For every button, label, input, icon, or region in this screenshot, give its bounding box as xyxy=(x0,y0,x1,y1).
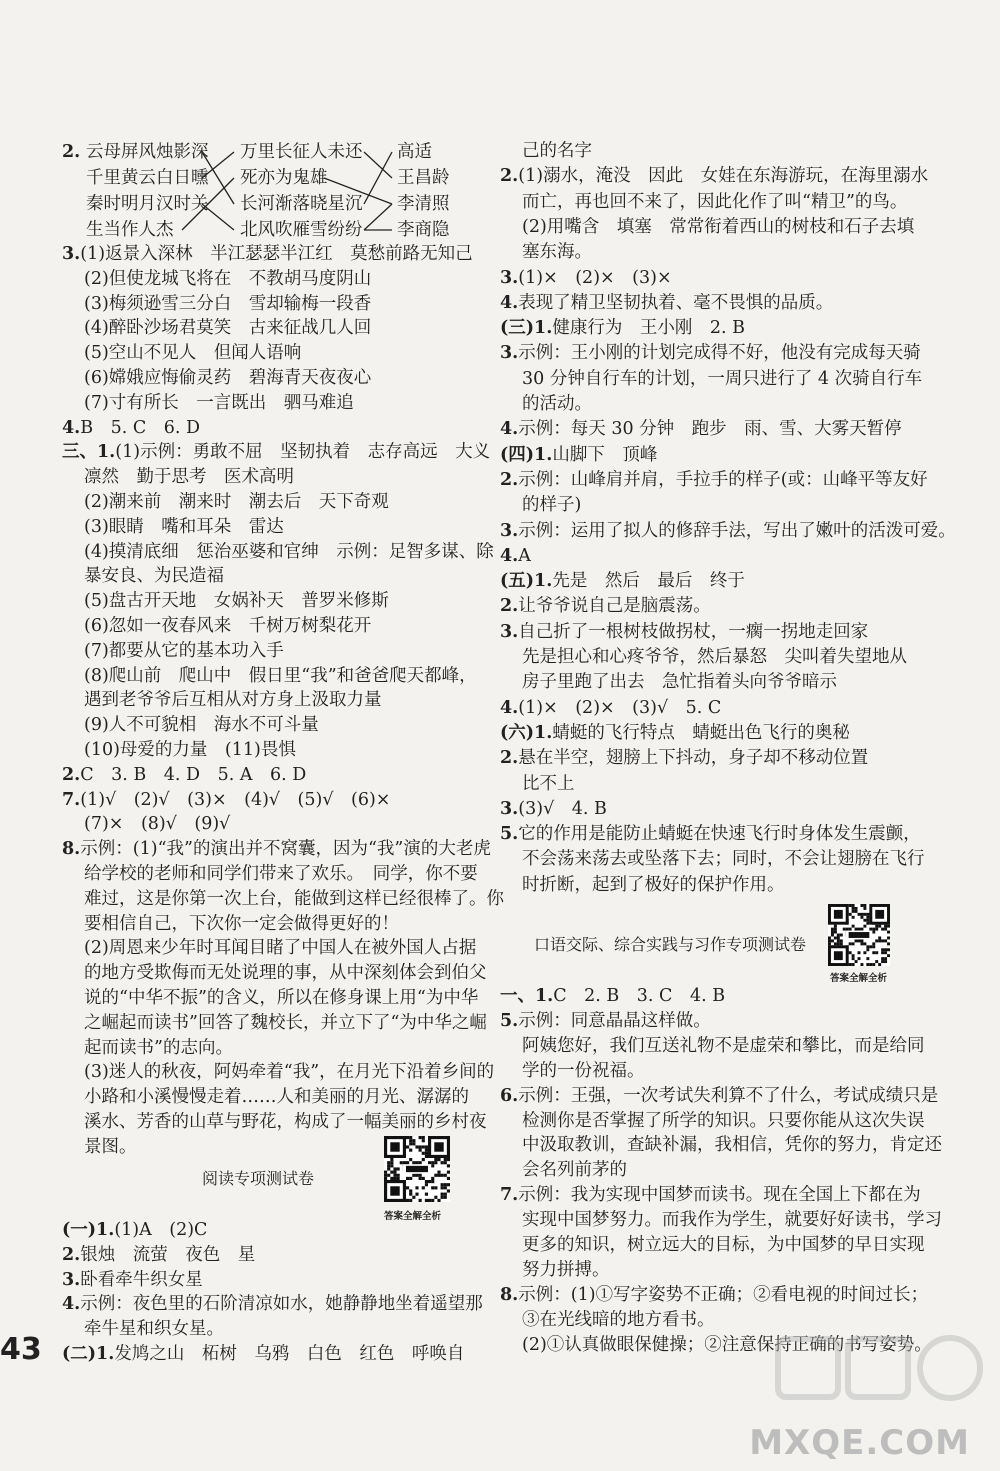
answer-text: 检测你是否掌握了所学的知识。只要你能从这次失误 xyxy=(522,1110,925,1131)
answer-text: 起而读书”的志向。 xyxy=(84,1037,233,1058)
answer-line xyxy=(62,444,490,462)
right-column xyxy=(500,0,956,1471)
answer-text: 会名列前茅的 xyxy=(522,1160,627,1181)
answer-text: (1)× (2)× (3)√ 5. C xyxy=(518,697,722,718)
answer-text: 之崛起而读书”回答了魏校长，并立下了“为中华之崛 xyxy=(84,1012,487,1033)
answer-text: 时折断，起到了极好的保护作用。 xyxy=(522,874,785,895)
answer-text: 它的作用是能防止蜻蜓在快速飞行时身体发生震颤， xyxy=(518,824,921,845)
answer-line xyxy=(62,370,371,388)
answer-text: 给学校的老师和同学们带来了欢乐。 同学，你不要 xyxy=(84,864,478,884)
answer-text: (4)摸清底细 惩治巫婆和官绅 示例：足智多谋、除 xyxy=(84,541,494,562)
answer-line xyxy=(62,593,389,611)
question-number: 7. xyxy=(62,789,81,810)
answer-line xyxy=(500,497,581,515)
answer-line xyxy=(500,1284,929,1305)
question-number: 3. xyxy=(500,520,519,541)
match-middle-3: 长河渐落晓星沉 xyxy=(240,194,363,214)
question-number: 4. xyxy=(62,1294,81,1315)
question-number: 2. xyxy=(500,469,519,490)
answer-text: (7)× (8)√ (9)√ xyxy=(84,814,231,835)
answer-line xyxy=(500,320,745,338)
answer-line xyxy=(62,541,494,562)
question-number: (四)1. xyxy=(500,444,553,465)
answer-line xyxy=(62,392,354,413)
answer-text: 而亡，再也回不来了，因此化作了叫“精卫”的鸟。 xyxy=(522,191,908,212)
answer-text: 示例：王小刚的计划完成得不好，他没有完成每天骑 xyxy=(518,343,921,364)
qr-code-reading[interactable] xyxy=(384,1136,450,1207)
answer-text: 暴安良、为民造福 xyxy=(84,566,224,587)
answer-text: (2)用嘴含 填塞 常常衔着西山的树枝和石子去填 xyxy=(522,216,915,237)
answer-line xyxy=(500,545,531,566)
answer-line xyxy=(62,1321,224,1339)
answer-text: A xyxy=(518,545,531,566)
answer-line xyxy=(62,1012,487,1033)
answer-line xyxy=(62,1222,207,1240)
answer-line xyxy=(500,1259,610,1280)
question-number: (二)1. xyxy=(62,1344,115,1364)
question-number: 3. xyxy=(500,343,519,364)
answer-line xyxy=(62,665,477,686)
answer-line xyxy=(500,1060,645,1081)
qr-code-icon xyxy=(384,1136,450,1202)
answer-text: 自己折了一根树枝做拐杖，一瘸一拐地走回家 xyxy=(518,621,869,642)
qr-code-oral[interactable] xyxy=(828,904,890,971)
answer-line xyxy=(62,1346,464,1364)
answer-text: ③在光线暗的地方看书。 xyxy=(522,1309,715,1330)
answer-line xyxy=(500,1237,925,1255)
answer-text: (2)①认真做眼保健操；②注意保持正确的书写姿势。 xyxy=(522,1334,932,1355)
match-right-1: 高适 xyxy=(397,142,432,162)
answer-text: (3)眼睛 嘴和耳朵 雷达 xyxy=(84,516,284,537)
answer-text: 先是 然后 最后 终于 xyxy=(552,571,745,592)
answer-line xyxy=(62,764,307,785)
answer-text: 发鸠之山 柘树 乌鸦 白色 红色 呼唤自 xyxy=(114,1344,465,1364)
answer-text: (5)盘古开天地 女娲补天 普罗米修斯 xyxy=(84,591,389,612)
answer-line xyxy=(500,798,607,819)
answer-line xyxy=(500,216,915,237)
answer-line xyxy=(500,444,658,465)
answer-line xyxy=(500,1085,939,1106)
answer-text: 示例：(1)①写字姿势不正确；②看电视的时间过长； xyxy=(518,1284,929,1305)
answer-line xyxy=(62,516,284,537)
answer-text: B 5. C 6. D xyxy=(80,417,201,438)
match-right-2: 王昌龄 xyxy=(397,168,450,188)
answer-text: (1)√ (2)√ (3)× (4)√ (5)√ (6)× xyxy=(80,789,391,810)
answer-text: 示例：每天 30 分钟 跑步 雨、雪、大雾天暂停 xyxy=(518,419,902,440)
reading-section-title: 阅读专项测试卷 xyxy=(202,1169,315,1188)
answer-text: (2)潮来前 潮来时 潮去后 天下奇观 xyxy=(84,492,389,512)
answer-line xyxy=(500,621,869,642)
answer-text: (1)× (2)× (3)× xyxy=(518,267,672,288)
answer-text: (6)嫦娥应悔偷灵药 碧海青天夜夜心 xyxy=(84,368,372,388)
answer-text: 的地方受欺侮而无处说理的事，从中深刻体会到伯父 xyxy=(84,963,487,984)
answer-line xyxy=(62,246,473,264)
left-column xyxy=(62,0,504,1471)
match-middle-1: 万里长征人未还 xyxy=(240,142,363,162)
match-right-3: 李清照 xyxy=(397,194,450,214)
answer-text: 的活动。 xyxy=(522,394,592,414)
answer-line xyxy=(500,267,672,288)
question-number: 3. xyxy=(62,1269,81,1290)
match-left-2: 千里黄云白日曛 xyxy=(86,168,209,188)
question-number: 3. xyxy=(500,267,519,288)
question-number: (一)1. xyxy=(62,1220,115,1240)
answer-line xyxy=(500,368,923,389)
answer-line xyxy=(500,1010,711,1031)
answer-line xyxy=(62,568,224,586)
answer-text: 中汲取教训，查缺补漏，我相信，凭你的努力，肯定还 xyxy=(522,1135,942,1156)
answer-text: 示例：王强，一次考试失利算不了什么，考试成绩只是 xyxy=(518,1085,939,1106)
answer-line xyxy=(62,816,230,834)
answer-line xyxy=(62,1244,256,1265)
answer-line xyxy=(62,789,391,810)
answer-text: 努力拼搏。 xyxy=(522,1259,610,1280)
answer-line xyxy=(62,1136,137,1157)
answer-line xyxy=(500,988,725,1006)
answer-line xyxy=(62,268,372,289)
answer-text: (8)爬山前 爬山中 假日里“我”和爸爸爬天都峰， xyxy=(84,665,477,686)
qr-caption-reading: 答案全解全析 xyxy=(384,1211,442,1222)
answer-text: 要相信自己，下次你一定会做得更好的！ xyxy=(84,913,399,934)
answer-line xyxy=(500,520,956,541)
answer-text: (4)醉卧沙场君莫笑 古来征战几人回 xyxy=(84,318,372,339)
answer-text: 30 分钟自行车的计划，一周只进行了 4 次骑自行车 xyxy=(522,368,923,389)
question-number: 3. xyxy=(500,621,519,642)
answer-line xyxy=(62,640,284,661)
answer-text: (9)人不可貌相 海水不可斗量 xyxy=(84,715,319,736)
answer-text: (5)空山不见人 但闻人语响 xyxy=(84,343,302,364)
answer-text: (2)但使龙城飞将在 不教胡马度阴山 xyxy=(84,268,372,289)
question-number: (六)1. xyxy=(500,722,553,743)
answer-line xyxy=(500,396,592,414)
question-number: 7. xyxy=(500,1185,519,1206)
answer-line xyxy=(500,168,928,186)
question-number: 2. xyxy=(62,1244,81,1265)
answer-text: (3)梅须逊雪三分白 雪却输梅一段香 xyxy=(84,293,372,314)
question-number: 4. xyxy=(62,417,81,438)
answer-text: C 3. B 4. D 5. A 6. D xyxy=(80,764,307,785)
answer-line xyxy=(62,841,491,859)
answer-text: 的样子) xyxy=(522,495,582,516)
answer-text: 示例：我为实现中国梦而读书。现在全国上下都在为 xyxy=(518,1185,921,1206)
answer-text: (1)示例：勇敢不屈 坚韧执着 志存高远 大义 xyxy=(115,442,491,463)
answer-text: 学的一份祝福。 xyxy=(522,1060,645,1081)
answer-text: (2)周恩来少年时耳闻目睹了中国人在被外国人占据 xyxy=(84,938,477,959)
answer-text: 表现了精卫坚韧执着、毫不畏惧的品质。 xyxy=(518,292,834,313)
answer-line xyxy=(500,1309,715,1330)
question-number: 2. xyxy=(62,764,81,785)
answer-line xyxy=(62,717,319,735)
answer-text: (1)A (2)C xyxy=(114,1220,208,1240)
answer-line xyxy=(500,1137,942,1155)
question-number: 一、1. xyxy=(500,986,554,1006)
answer-text: 小路和小溪慢慢走着……人和美丽的月光、潺潺的 xyxy=(84,1087,469,1108)
answer-text: 难过，这是你第一次上台，能做到这样已经很棒了。你 xyxy=(84,888,504,909)
answer-line xyxy=(500,851,925,869)
answer-line xyxy=(62,494,389,512)
answer-text: 不会荡来荡去或坠落下去；同时，不会让翅膀在飞行 xyxy=(522,849,925,870)
question-number: 4. xyxy=(500,545,519,566)
question-number: 2. xyxy=(500,166,519,187)
answer-text: 己的名字 xyxy=(522,141,592,161)
answer-line xyxy=(500,649,907,667)
oral-section-title: 口语交际、综合实践与习作专项测试卷 xyxy=(534,935,807,954)
question-number: 2. xyxy=(500,596,519,617)
answer-text: 健康行为 王小刚 2. B xyxy=(552,318,745,339)
answer-line xyxy=(500,697,722,718)
answer-text: 蜻蜓的飞行特点 蜻蜓出色飞行的奥秘 xyxy=(552,722,850,743)
answer-line xyxy=(500,1212,942,1230)
answer-text: 阿姨您好，我们互送礼物不是虚荣和攀比，而是给同 xyxy=(522,1035,925,1056)
answer-line xyxy=(500,598,711,616)
answer-line xyxy=(62,417,201,438)
answer-line xyxy=(500,421,902,439)
answer-text: 更多的知识，树立远大的目标，为中国梦的早日实现 xyxy=(522,1235,925,1255)
answer-text: 溪水、芳香的山草与野花，构成了一幅美丽的乡村夜 xyxy=(84,1112,487,1132)
answer-text: 示例：山峰肩并肩，手拉手的样子(或：山峰平等友好 xyxy=(518,469,928,490)
answer-text: 卧看牵牛织女星 xyxy=(80,1269,203,1290)
answer-text: 说的“中华不振”的含义，所以在修身课上用“为中华 xyxy=(84,988,479,1008)
answer-line xyxy=(500,469,928,490)
question-number: 8. xyxy=(62,839,81,860)
answer-line xyxy=(500,244,592,262)
answer-text: 山脚下 顶峰 xyxy=(552,444,658,465)
answer-text: 先是担心和心疼爷爷，然后暴怒 尖叫着失望地从 xyxy=(522,647,907,667)
answer-text: (1)返景入深林 半江瑟瑟半江红 莫愁前路无知己 xyxy=(80,244,473,264)
answer-line xyxy=(62,940,476,958)
page-number: 43 xyxy=(0,1332,42,1367)
answer-text: (10)母爱的力量 (11)畏惧 xyxy=(84,740,296,760)
answer-line xyxy=(62,742,296,760)
question-number: 8. xyxy=(500,1284,519,1305)
match-left-1: 云母屏风烛影深 xyxy=(86,142,209,162)
answer-text: (6)忽如一夜春风来 千树万树梨花开 xyxy=(84,616,372,636)
answer-line xyxy=(62,345,301,363)
answer-text: 银烛 流萤 夜色 星 xyxy=(80,1244,256,1265)
answer-line xyxy=(500,292,834,313)
answer-line xyxy=(500,722,850,743)
answer-line xyxy=(62,913,399,934)
answer-line xyxy=(500,1162,627,1180)
answer-text: 示例：(1)“我”的演出并不窝囊，因为“我”演的大老虎 xyxy=(80,839,491,860)
answer-text: 悬在半空，翅膀上下抖动，身子却不移动位置 xyxy=(518,748,869,769)
match-middle-2: 死亦为鬼雄 xyxy=(240,168,328,188)
question-number: (五)1. xyxy=(500,571,553,592)
answer-line xyxy=(62,1296,483,1314)
answer-text: 让爷爷说自己是脑震荡。 xyxy=(518,596,711,617)
answer-text: (7)都要从它的基本功入手 xyxy=(84,640,284,661)
answer-line xyxy=(500,1187,921,1205)
match-left-3: 秦时明月汉时关 xyxy=(86,194,209,214)
question-number: 6. xyxy=(500,1085,519,1106)
answer-text: 景图。 xyxy=(84,1136,137,1157)
question-number: 5. xyxy=(500,824,519,845)
answer-line xyxy=(62,618,371,636)
answer-text: C 2. B 3. C 4. B xyxy=(553,986,726,1006)
match-left-4: 生当作人杰 xyxy=(86,220,174,240)
question-number: 4. xyxy=(500,697,519,718)
answer-line xyxy=(62,1114,487,1132)
qr-caption-oral: 答案全解全析 xyxy=(830,973,888,984)
answer-line xyxy=(62,990,478,1008)
question-number: 4. xyxy=(500,419,519,440)
answer-line xyxy=(500,143,592,161)
answer-line xyxy=(62,692,382,710)
answer-line xyxy=(62,866,478,884)
answer-line xyxy=(62,1064,494,1082)
match-middle-4: 北风吹雁雪纷纷 xyxy=(240,220,363,240)
answer-text: (7)寸有所长 一言既出 驷马难追 xyxy=(84,392,354,413)
answer-text: (3)√ 4. B xyxy=(518,798,607,819)
question-number: 2. xyxy=(500,748,519,769)
answer-line xyxy=(62,1037,233,1058)
answer-line xyxy=(500,345,921,363)
question-number: 2. xyxy=(62,142,81,162)
answer-text: 凛然 勤于思考 医术高明 xyxy=(84,467,294,488)
answer-line xyxy=(500,1035,925,1056)
answer-line xyxy=(62,1089,469,1107)
answer-text: 示例：同意晶晶这样做。 xyxy=(518,1010,711,1031)
answer-text: 遇到老爷爷后互相从对方身上汲取力量 xyxy=(84,690,382,711)
answer-text: 房子里跑了出去 急忙指着头向爷爷暗示 xyxy=(522,672,837,693)
answer-line xyxy=(500,874,785,895)
question-number: 4. xyxy=(500,292,519,313)
answer-line xyxy=(500,773,575,794)
question-number: (三)1. xyxy=(500,318,553,339)
qr-code-icon xyxy=(828,904,890,966)
answer-text: (1)溺水，淹没 因此 女娃在东海游玩，在海里溺水 xyxy=(518,166,929,187)
question-number: 3. xyxy=(62,244,81,264)
answer-line xyxy=(500,674,837,692)
question-number: 5. xyxy=(500,1010,519,1031)
question-number: 三、1. xyxy=(62,442,116,463)
answer-text: 塞东海。 xyxy=(522,242,592,263)
answer-text: 示例：运用了拟人的修辞手法，写出了嫩叶的活泼可爱。 xyxy=(518,520,956,541)
answer-text: 牵牛星和织女星。 xyxy=(84,1319,224,1340)
answer-line xyxy=(62,293,372,314)
answer-line xyxy=(500,750,868,768)
question-number: 3. xyxy=(500,798,519,819)
answer-text: (3)迷人的秋夜，阿妈牵着“我”，在月光下沿着乡间的 xyxy=(84,1062,495,1083)
match-right-4: 李商隐 xyxy=(397,220,450,240)
answer-line xyxy=(62,965,487,983)
answer-line xyxy=(62,888,504,909)
answer-line xyxy=(500,191,908,212)
matching-lines xyxy=(62,138,482,258)
answer-text: 实现中国梦努力。而我作为学生，就要好好读书，学习 xyxy=(522,1210,942,1231)
answer-line xyxy=(62,1269,203,1290)
answer-line xyxy=(62,320,371,338)
answer-text: 示例：夜色里的石阶清凉如水，她静静地坐着遥望那 xyxy=(80,1294,483,1315)
watermark-text: MXQE.COM xyxy=(749,1423,970,1463)
answer-line xyxy=(500,573,745,591)
answer-line xyxy=(500,1110,925,1131)
answer-line xyxy=(500,826,921,844)
answer-text: 比不上 xyxy=(522,773,575,794)
answer-line xyxy=(62,469,294,487)
